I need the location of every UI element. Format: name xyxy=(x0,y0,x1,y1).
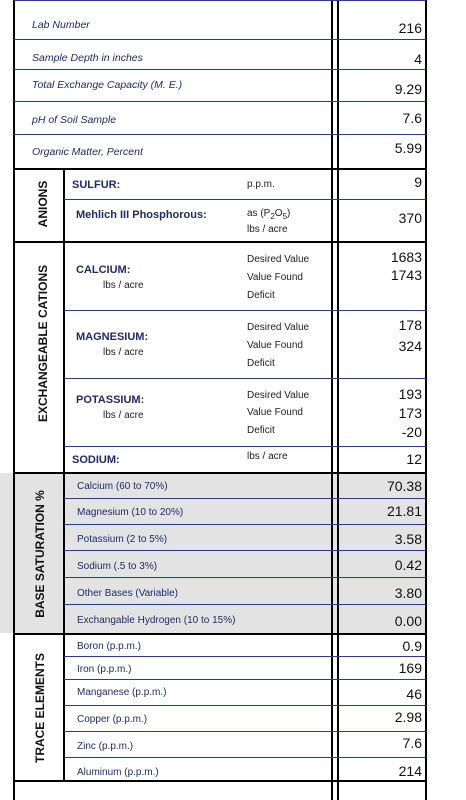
hrule xyxy=(64,498,426,499)
potassium-desired-value: 193 xyxy=(398,386,422,402)
magnesium-found-value: 324 xyxy=(398,338,422,354)
lab-number-value: 216 xyxy=(398,20,422,36)
hrule xyxy=(64,656,426,657)
base-row-label: Magnesium (10 to 20%) xyxy=(77,507,184,518)
magnesium-deficit-label: Deficit xyxy=(247,358,275,369)
hrule xyxy=(14,134,426,135)
hrule xyxy=(64,679,426,680)
hrule xyxy=(14,39,426,40)
vrule-right-1 xyxy=(331,0,333,800)
calcium-deficit-label: Deficit xyxy=(247,290,275,301)
potassium-label: POTASSIUM: xyxy=(76,394,145,406)
hrule xyxy=(64,705,426,706)
magnesium-desired-label: Desired Value xyxy=(247,322,310,333)
base-row-value: 70.38 xyxy=(386,478,422,494)
hrule xyxy=(64,604,426,605)
hrule xyxy=(64,731,426,732)
base-row-value: 0.42 xyxy=(394,557,422,573)
hrule xyxy=(64,550,426,551)
trace-row-label: Manganese (p.p.m.) xyxy=(77,687,167,698)
hrule-trace-top xyxy=(14,633,426,635)
vrule-right-2 xyxy=(337,0,339,800)
potassium-found-label: Value Found xyxy=(247,407,303,418)
base-row-value: 3.80 xyxy=(394,585,422,601)
base-row-label: Potassium (2 to 5%) xyxy=(77,534,168,545)
trace-row-value: 214 xyxy=(398,763,422,779)
exchange-capacity-label: Total Exchange Capacity (M. E.) xyxy=(32,79,183,91)
base-row-label: Exchangable Hydrogen (10 to 15%) xyxy=(77,615,236,626)
calcium-unit: lbs / acre xyxy=(103,280,144,291)
base-saturation-section-title: BASE SATURATION % xyxy=(33,490,47,618)
calcium-desired-label: Desired Value xyxy=(247,254,310,265)
sodium-unit: lbs / acre xyxy=(247,451,288,462)
trace-row-value: 2.98 xyxy=(394,709,422,725)
hrule-base-top xyxy=(14,472,426,474)
magnesium-unit: lbs / acre xyxy=(103,347,144,358)
sodium-label: SODIUM: xyxy=(72,454,120,466)
calcium-found-value: 1743 xyxy=(390,267,422,283)
hrule xyxy=(64,310,426,311)
potassium-unit: lbs / acre xyxy=(103,410,144,421)
trace-row-label: Aluminum (p.p.m.) xyxy=(77,767,159,778)
base-row-value: 21.81 xyxy=(386,503,422,519)
sulfur-value: 9 xyxy=(414,174,422,190)
potassium-found-value: 173 xyxy=(398,405,422,421)
ph-value: 7.6 xyxy=(402,110,422,126)
vrule-left-outer xyxy=(13,0,15,800)
organic-matter-value: 5.99 xyxy=(394,140,422,156)
trace-row-value: 7.6 xyxy=(402,735,422,751)
hrule xyxy=(14,101,426,102)
potassium-deficit-label: Deficit xyxy=(247,425,275,436)
phosphorous-unit-2: lbs / acre xyxy=(247,224,288,235)
phosphorous-label: Mehlich III Phosphorous: xyxy=(76,209,207,221)
hrule-cations-top xyxy=(14,241,426,243)
organic-matter-label: Organic Matter, Percent xyxy=(32,146,143,158)
calcium-label: CALCIUM: xyxy=(76,264,131,276)
vrule-left-section xyxy=(63,168,65,780)
hrule xyxy=(14,69,426,70)
calcium-desired-value: 1683 xyxy=(390,249,422,265)
cations-section-title: EXCHANGEABLE CATIONS xyxy=(36,264,50,422)
sodium-value: 12 xyxy=(406,451,422,467)
trace-row-value: 46 xyxy=(406,686,422,702)
vrule-right-3 xyxy=(425,0,427,800)
phosphorous-value: 370 xyxy=(398,210,422,226)
lab-number-label: Lab Number xyxy=(32,19,90,31)
calcium-found-label: Value Found xyxy=(247,272,303,283)
hrule xyxy=(64,446,426,447)
base-row-label: Other Bases (Variable) xyxy=(77,588,178,599)
sample-depth-value: 4 xyxy=(414,51,422,67)
hrule-anions-top xyxy=(14,168,426,170)
hrule xyxy=(14,0,426,1)
trace-row-value: 169 xyxy=(398,660,422,676)
trace-row-value: 0.9 xyxy=(402,638,422,654)
potassium-desired-label: Desired Value xyxy=(247,390,310,401)
base-row-label: Sodium (.5 to 3%) xyxy=(77,561,158,572)
phosphorous-unit: as $(P_2O_5)$ xyxy=(247,208,291,221)
base-row-label: Calcium (60 to 70%) xyxy=(77,481,168,492)
trace-row-label: Zinc (p.p.m.) xyxy=(77,741,134,752)
trace-row-label: Boron (p.p.m.) xyxy=(77,641,141,652)
ph-label: pH of Soil Sample xyxy=(32,114,117,126)
sample-depth-label: Sample Depth in inches xyxy=(32,52,143,64)
exchange-capacity-value: 9.29 xyxy=(394,81,422,97)
base-row-value: 0.00 xyxy=(394,613,422,629)
trace-row-label: Copper (p.p.m.) xyxy=(77,714,148,725)
sulfur-label: SULFUR: xyxy=(72,179,121,191)
hrule xyxy=(64,757,426,758)
magnesium-desired-value: 178 xyxy=(398,317,422,333)
trace-row-label: Iron (p.p.m.) xyxy=(77,664,132,675)
hrule xyxy=(64,199,426,200)
potassium-deficit-value: -20 xyxy=(401,424,422,440)
hrule-trace-bottom xyxy=(14,780,426,782)
anions-section-title: ANIONS xyxy=(36,180,50,228)
magnesium-found-label: Value Found xyxy=(247,340,303,351)
hrule xyxy=(64,577,426,578)
hrule xyxy=(64,524,426,525)
hrule xyxy=(64,378,426,379)
trace-elements-section-title: TRACE ELEMENTS xyxy=(33,653,47,764)
sulfur-unit: p.p.m. xyxy=(247,179,275,190)
magnesium-label: MAGNESIUM: xyxy=(76,331,149,343)
base-row-value: 3.58 xyxy=(394,531,422,547)
